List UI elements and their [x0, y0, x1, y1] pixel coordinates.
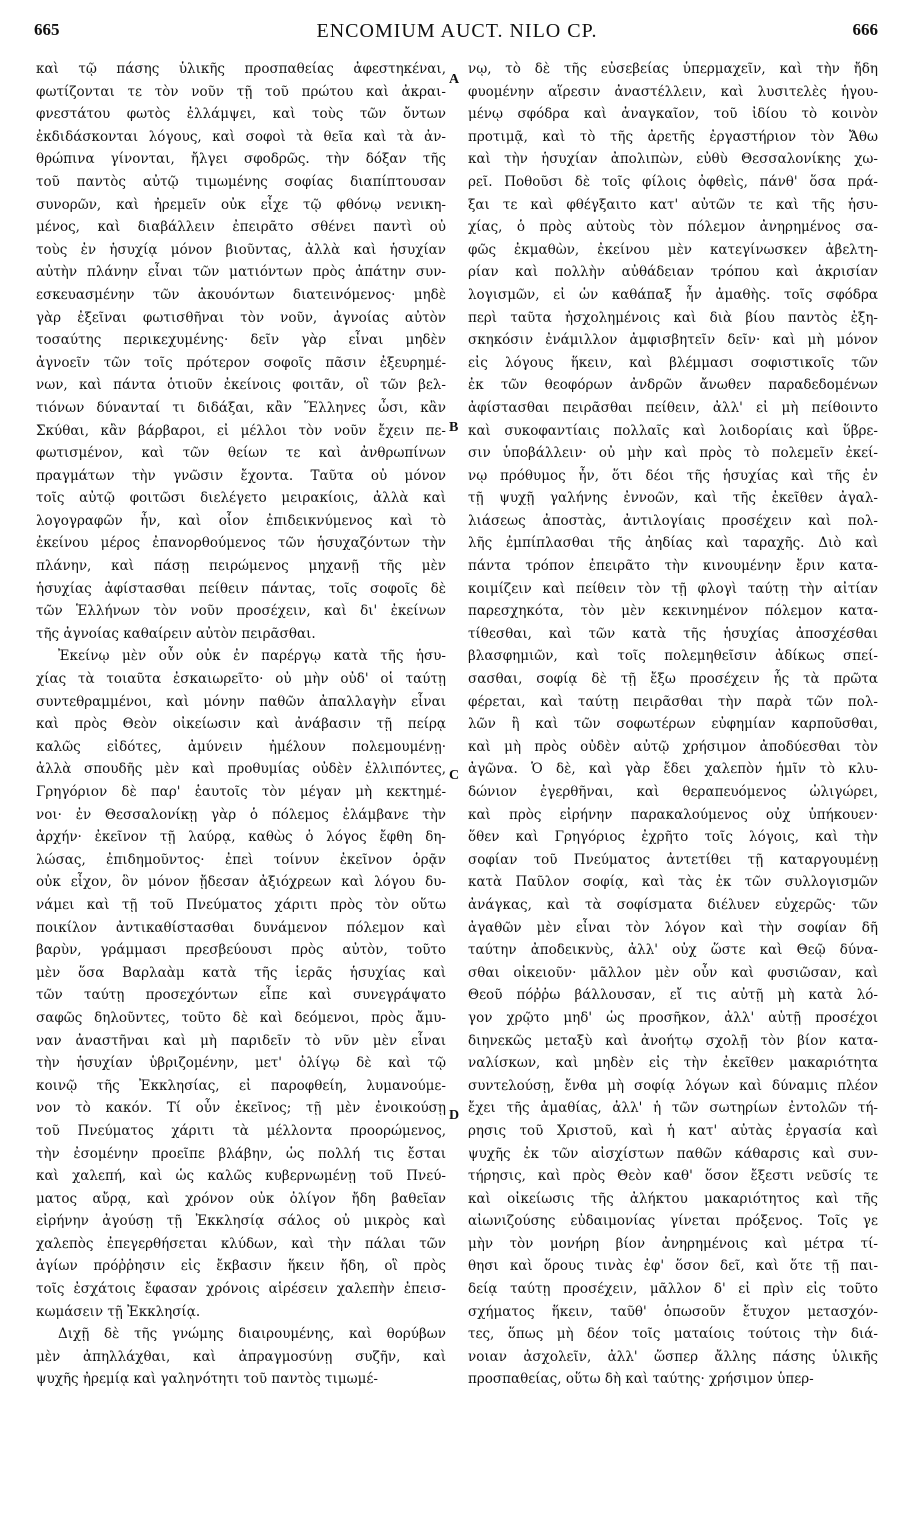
text-line: ναν ἀναστῆναι καὶ μὴ παριδεῖν τὸ νῦν μὲν εἶναι: [36, 1032, 446, 1049]
text-line: μὲν ὅσα Βαρλαὰμ κατὰ τῆς ἱερᾶς ἡσυχίας καὶ: [36, 964, 446, 981]
text-line: λῶν ἢ καὶ τῶν σοφωτέρων εὐφημίαν καρποῦσθαι,: [468, 716, 878, 733]
text-line: τιόνων δύνανταί τι διδάξαι, κἂν Ἕλληνες ὦσι, κἂν: [36, 399, 446, 416]
text-line: τὴν ἐσομένην προεῖπε βλάβην, ὡς πολλή τις ἔσται: [36, 1145, 446, 1162]
text-line: τῶν Ἑλλήνων τὸν νοῦν προσέχειν, καὶ δι' ἐκείνων: [36, 603, 446, 620]
text-line: καὶ τῷ πάσης ὑλικῆς προσπαθείας ἀφεστηκέναι,: [36, 61, 446, 77]
text-line: κωμάσειν τῇ Ἐκκλησίᾳ.: [36, 1303, 201, 1320]
text-line: φῶς ἐκμαθὼν, ἐκείνου μὲν κατεγίνωσκεν ἀβελτη-: [468, 241, 878, 258]
text-line: θρώπινα γίνονται, ἤλγει σφοδρῶς. τὴν δόξαν τῆς: [36, 151, 446, 168]
text-line: μένος, καὶ διαβάλλειν ἐπειρᾶτο σθένει παντὶ οὐ: [36, 219, 446, 236]
text-line: φωτισμένον, καὶ τῶν θείων τε καὶ ἀνθρωπίνων: [36, 445, 446, 462]
text-line: ἐκδιδάσκονται λόγους, καὶ σοφοὶ τὰ θεῖα καὶ τὰ ἀν-: [36, 128, 446, 145]
text-line: ταύτην ἀποδεικνὺς, ἀλλ' οὐχ ὥστε καὶ Θεῷ δύνα-: [468, 942, 878, 959]
text-line: σκηκόσιν ἐνάμιλλον ἀμφισβητεῖν δεῖν· καὶ μὴ μόνον: [468, 332, 878, 349]
text-line: νοι· ἐν Θεσσαλονίκῃ γὰρ ὁ πόλεμος ἐλάμβανε τὴν: [36, 806, 446, 823]
text-line: προτιμᾷ, καὶ τὸ τῆς ἀρετῆς ἐργαστήριον τὸν Ἄθω: [468, 128, 878, 145]
text-line: κοιμίζειν καὶ πείθειν τὸν τῇ φλογὶ ταύτῃ τὴν αἰτίαν: [468, 580, 878, 597]
text-line: βαρὺν, γράμμασι πρεσβεύουσι πρὸς αὐτὸν, τοῦτο: [36, 942, 446, 959]
text-line: πάντα τρόπον ἐπειρᾶτο τὴν κινουμένην ἔριν κατα-: [468, 558, 878, 575]
text-line: νάμει καὶ τῇ τοῦ Πνεύματος χάριτι πρὸς τὸν οὕτω: [36, 896, 446, 913]
text-line: βλασφημιῶν, καὶ τοῖς πολεμηθεῖσιν ἀδίκως σπεί-: [468, 648, 878, 665]
text-line: διηνεκῶς μεταξὺ καὶ ἀνοήτῳ σχολῇ τὸν βίον κατα-: [468, 1032, 878, 1049]
text-line: φνεστάτου φωτὸς ἐλλάμψει, καὶ τοὺς τῶν ὄντων: [36, 106, 446, 123]
text-line: θησι καὶ ὅρους τινὰς ἐφ' ὅσον δεῖ, καὶ ὅτε τῇ παι-: [468, 1258, 878, 1275]
text-line: σιν ὑποβάλλειν· οὐ μὴν καὶ πρὸς τὸ πολεμεῖν ἐκεί-: [468, 445, 878, 462]
text-line: νων, καὶ πάντα ὁτιοῦν ἐκείνοις φοιτᾶν, οἳ τῶν βελ-: [36, 377, 446, 394]
text-line: ἐκείνου μέρος ἐπανορθούμενος τῶν ἡσυχαζόντων τὴν: [36, 535, 446, 552]
text-line: πλάνην, καὶ πάσῃ πειρώμενος μηχανῇ τῆς μὲν: [36, 558, 446, 575]
text-line: ματος αὔρᾳ, καὶ χρόνον οὐκ ὀλίγον ἤδη βαθεῖαν: [36, 1190, 446, 1207]
margin-marker-a: A: [449, 72, 460, 87]
page-number-left: 665: [34, 20, 60, 39]
text-line: νῳ, τὸ δὲ τῆς εὐσεβείας ὑπερμαχεῖν, καὶ τὴν ἤδη: [468, 61, 878, 77]
text-line: οὐκ εἶχον, ὃν μόνον ᾔδεσαν ἀξιόχρεων καὶ λόγου δυ-: [36, 874, 446, 891]
text-line: καὶ πρὸς εἰρήνην παρακαλούμενος οὐχ ὑπήκουεν·: [468, 806, 878, 823]
text-line: τοῖς αὐτῷ φοιτῶσι διελέγετο μειρακίοις, ἀλλὰ καὶ: [36, 490, 446, 507]
text-line: τοὺς ἐν ἡσυχίᾳ μόνον βιοῦντας, ἀλλὰ καὶ ἡσυχίαν: [36, 241, 446, 258]
text-line: ρίαν καὶ πολλὴν αὐθάδειαν τρόπου καὶ ἀκρισίαν: [468, 264, 878, 281]
text-line: μὴν τὸν μονήρη βίον ἀνηρημένοις καὶ μέτρα τί-: [468, 1235, 878, 1252]
text-line: μένῳ σφόδρα καὶ ἀναγκαῖον, τοῦ ἰδίου τὸ κοινὸν: [468, 106, 878, 123]
text-line: ἐκ τῶν θεοφόρων ἀνδρῶν ἄνωθεν παραδεδομένων: [468, 377, 878, 394]
text-line: ψυχῆς ἠρεμίᾳ καὶ γαληνότητι τοῦ παντὸς τιμωμέ-: [36, 1371, 378, 1388]
text-line: καὶ τὴν ἡσυχίαν ἀπολιπὼν, εὐθὺ Θεσσαλονίκης χω-: [468, 151, 878, 168]
text-line: Ἐκείνῳ μὲν οὖν οὐκ ἐν παρέργῳ κατὰ τῆς ἡσυ-: [58, 648, 446, 665]
running-head: ENCOMIUM AUCT. NILO CP.: [316, 20, 598, 42]
text-line: συνορῶν, καὶ ἠρεμεῖν οὐκ εἶχε τῷ φθόνῳ νενικη-: [36, 196, 446, 213]
text-line: τὴν ἡσυχίαν ὑβριζομένην, μετ' ὀλίγῳ δὲ καὶ τῷ: [36, 1055, 446, 1072]
text-line: ποικίλον ἀντικαθίστασθαι δυνάμενον πόλεμον καὶ: [36, 919, 446, 936]
text-line: εἰς λόγους ἥκειν, καὶ βλέμμασι σοφιστικοῖς τῶν: [468, 354, 878, 371]
text-line: δώνιον ἐγερθῆναι, καὶ θεραπευόμενος ὠλιγώρει,: [468, 784, 878, 800]
text-line: ἀφίστασθαι πειρᾶσθαι πείθειν, ἀλλ' εἰ μὴ πείθοιντο: [468, 399, 878, 416]
text-line: τήρησις, καὶ πρὸς Θεὸν καθ' ὅσον ἔξεστι νεῦσίς τε: [468, 1168, 878, 1185]
left-text-column: [36, 58, 446, 1391]
text-line: ἀγαθῶν μὲν εἶναι τὸν λόγον καὶ τὴν σοφίαν δῆ: [468, 919, 878, 936]
text-line: καὶ οἰκείωσις τῆς ἀλήκτου μακαριότητος καὶ τῆς: [468, 1190, 878, 1207]
text-line: καὶ χαλεπή, καὶ ὡς καλῶς κυβερνωμένῃ τοῦ Πνεύ-: [36, 1168, 446, 1185]
text-line: καὶ συκοφαντίαις πολλαῖς καὶ λοιδορίαις καὶ ὕβρε-: [468, 422, 878, 439]
text-line: μὲν ἀπηλλάχθαι, καὶ ἀπραγμοσύνῃ συζῆν, καὶ: [36, 1348, 446, 1365]
text-line: νον τὸ κακόν. Τί οὖν ἐκεῖνος; τῇ μὲν ἐνοικούσῃ: [36, 1100, 446, 1117]
text-line: Διχῇ δὲ τῆς γνώμης διαιρουμένης, καὶ θορύβων: [58, 1326, 446, 1343]
page-number-right: 666: [852, 20, 878, 39]
text-line: γὰρ ἐξεῖναι φωτισθῆναι τὸν νοῦν, ἀγνοίας αὐτὸν: [36, 309, 446, 326]
text-line: σχήματος ἥκειν, ταῦθ' ὁπωσοῦν ἔτυχον μετασχόν-: [468, 1303, 878, 1320]
text-line: ἡσυχίας ἀφίστασθαι πείθειν πάντας, τοῖς σοφοῖς δὲ: [36, 580, 446, 597]
text-line: αἰωνιζούσης εὐδαιμονίας γίνεται πρόξενος. Τοῖς γε: [468, 1213, 878, 1230]
text-line: εἰρήνην ἀγούσῃ τῇ Ἐκκλησίᾳ σάλος οὐ μικρὸς καὶ: [36, 1213, 446, 1230]
text-line: τῆς ἀγνοίας καθαίρειν αὐτὸν πειρᾶσθαι.: [36, 625, 316, 642]
page-header: [0, 10, 914, 50]
text-line: πραγμάτων τὴν γνῶσιν ἔχοντα. Ταῦτα οὐ μόνον: [36, 467, 446, 484]
text-line: νῳ πρόθυμος ἦν, ὅτι δέοι τῆς ἡσυχίας καὶ τῆς ἐν: [468, 467, 878, 484]
text-line: ἁγίων πρόῤῥησιν εἰς ἔκβασιν ἥκειν ἤδη, οἳ πρὸς: [36, 1258, 446, 1275]
text-line: συντεθραμμένοι, καὶ μόνην παθῶν ἀπαλλαγὴν εἶναι: [36, 693, 446, 710]
text-line: τίθεσθαι, καὶ τῶν κατὰ τῆς ἡσυχίας ἀποσχέσθαι: [468, 625, 878, 642]
text-line: λογογραφῶν ἦν, καὶ οἷον ἐπιδεικνύμενος καὶ τὸ: [36, 512, 446, 529]
text-line: ἀγῶνα. Ὁ δὲ, καὶ γὰρ ἔδει χαλεπὸν ἡμῖν τὸ κλυ-: [468, 761, 878, 778]
text-line: τῶν ταύτῃ προσεχόντων εἶπε καὶ συνεγράψατο: [36, 987, 446, 1004]
text-line: ψυχῆς ἐκ τῶν αἰσχίστων παθῶν κάθαρσις καὶ συν-: [468, 1145, 878, 1162]
text-line: φυομένην αἵρεσιν ἀναστέλλειν, καὶ λυσιτελὲς ἡγου-: [468, 83, 878, 100]
text-line: συντελούσῃ, ἔνθα μὴ σοφίᾳ λόγων καὶ δύναμις πλέον: [468, 1077, 878, 1094]
text-line: ὅθεν καὶ Γρηγόριος ἐχρῆτο τοῖς λόγοις, καὶ τὴν: [468, 829, 878, 846]
text-line: ἀρχήν· ἐκεῖνον τῇ λαύρᾳ, καθὼς ὁ λόγος ἔφθη δη-: [36, 829, 446, 846]
text-line: λογισμῶν, εἰ ὡν καθάπαξ ἦν ἀμαθὴς. τοῖς σφόδρα: [468, 286, 878, 303]
text-line: Σκύθαι, κἂν βάρβαροι, εἰ μέλλοι τὸν νοῦν ἔχειν πε-: [36, 422, 446, 439]
text-line: ναλίσκων, καὶ μηδὲν εἰς τὴν ἐκεῖθεν μακαριότητα: [468, 1055, 878, 1072]
text-line: παρεσχηκότα, τὸν μὲν κεκινημένον πόλεμον κατα-: [468, 603, 878, 620]
text-line: τοῦ παντὸς αὐτῷ τιμωμένης σοφίας διαπίπτουσαν: [36, 173, 446, 190]
margin-marker-b: B: [449, 420, 459, 435]
text-line: λῆς ἐμπίπλασθαι τῆς ἀηδίας καὶ ταραχῆς. Διὸ καὶ: [468, 535, 878, 552]
text-line: καλῶς εἰδότες, ἀμύνειν ἠμέλουν πολεμουμένῃ·: [36, 738, 446, 755]
text-line: ρεῖ. Ποθοῦσι δὲ τοῖς φίλοις ὀφθεὶς, πάνθ' ὅσα πρά-: [468, 173, 878, 190]
text-line: αὐτὴν πλάνην εἶναι τῶν ματιόντων πρὸς ἀπάτην συν-: [36, 264, 446, 281]
text-line: τοῦ Πνεύματος χάριτι τὰ μέλλοντα προορώμενος,: [36, 1122, 446, 1139]
text-line: ἔχει τῆς ἀμαθίας, ἀλλ' ἡ τῶν σωτηρίων ἐντολῶν τή-: [468, 1100, 878, 1117]
text-line: δείᾳ ταύτῃ προσέχειν, μᾶλλον δ' εἰ πρὶν εἰς τοῦτο: [468, 1281, 878, 1298]
text-line: ἀνάγκας, καὶ τὰ σοφίσματα διέλυεν εὐχερῶς· τῶν: [468, 896, 878, 913]
text-line: Γρηγόριον δὲ παρ' ἑαυτοῖς τὸν μέγαν μὴ κεκτημέ-: [36, 784, 446, 800]
right-text-column: [468, 58, 878, 1391]
text-line: φέρεται, καὶ ταύτῃ πειρᾶσθαι τὴν παρὰ τῶν πολ-: [468, 693, 878, 710]
text-line: ρησις τοῦ Χριστοῦ, καὶ ἡ κατ' αὐτὰς ἐργασία καὶ: [468, 1122, 878, 1139]
text-line: τες, ὅπως μὴ δέον τοῖς ματαίοις τούτοις τὴν διά-: [468, 1326, 878, 1343]
text-line: κοινῷ τῆς Ἐκκλησίας, εἰ παροφθείη, λυμανούμε-: [36, 1077, 446, 1094]
text-line: φωτίζονται τε τὸν νοῦν τῇ τοῦ πρώτου καὶ ἀκραι-: [36, 83, 446, 100]
text-line: σασθαι, σοφίᾳ δὲ τῇ ἔξω προσέχειν ἧς τὰ πρῶτα: [468, 671, 878, 688]
text-line: καὶ μὴ πρὸς οὐδὲν αὐτῷ χρήσιμον ἀποδύεσθαι τὸν: [468, 738, 878, 755]
text-line: Θεοῦ πόῤῥω βάλλουσαν, εἴ τις αὐτῇ μὴ κατὰ λό-: [468, 987, 878, 1004]
text-line: λιάσεως ἀποστὰς, ἀντιλογίαις προσέχειν καὶ πολ-: [468, 512, 878, 529]
text-line: χαλεπὸς ἐπεγερθήσεται κλύδων, καὶ τὴν πάλαι τῶν: [36, 1235, 446, 1252]
text-line: ἀγνοεῖν τῶν τοῖς πρότερον σοφοῖς πᾶσιν ἐξευρημέ-: [36, 354, 446, 371]
text-line: σθαι οἰκειοῦν· μᾶλλον μὲν οὖν καὶ φυσιῶσαν, καὶ: [468, 964, 878, 981]
text-line: καὶ πρὸς Θεὸν οἰκείωσιν καὶ ἀνάβασιν τῇ πείρᾳ: [36, 716, 446, 733]
text-line: ξαι τε καὶ φθέγξαιτο κατ' αὐτῶν τε καὶ τῆς ἡσυ-: [468, 196, 878, 213]
text-line: σοφίαν τοῦ Πνεύματος ἀντετίθει τῇ καταργουμένῃ: [468, 851, 878, 868]
margin-marker-c: C: [449, 768, 460, 783]
text-line: τοσαύτης περικεχυμένης· δεῖν γὰρ εἶναι μηδὲν: [36, 332, 446, 349]
text-line: χίας, ὁ πρὸς αὐτοὺς τὸν πόλεμον ἀνηρημένος σα-: [468, 219, 878, 236]
text-line: γον χρῷτο μηδ' ὡς προσῆκον, ἀλλ' αὐτῇ προσέχοι: [468, 1009, 878, 1026]
text-line: τῇ ψυχῇ γαλήνης ἐννοῶν, καὶ τῆς ἐκεῖθεν ἀγαλ-: [468, 490, 878, 507]
text-line: κατὰ Παῦλον σοφίᾳ, καὶ τὰς ἐκ τῶν συλλογισμῶν: [468, 874, 878, 891]
text-line: χίας τὰ τοιαῦτα ἐσκαιωρεῖτο· οὐ μὴν οὐδ' οἱ ταύτῃ: [36, 671, 446, 688]
text-line: λώσας, ἐπιδημοῦντος· ἐπεὶ τοίνυν ἐκεῖνον ὁρᾷν: [36, 851, 446, 868]
margin-marker-d: D: [449, 1108, 460, 1123]
text-line: νοιαν ἀσχολεῖν, ἀλλ' ὥσπερ ἄλλης πάσης ὑλικῆς: [468, 1348, 878, 1365]
text-line: σαφῶς δηλοῦντες, τοῦτο δὲ καὶ δεόμενοι, πρὸς ἄμυ-: [36, 1009, 446, 1026]
text-line: προσπαθείας, οὕτω δὴ καὶ ταύτης· χρήσιμον ὑπερ-: [468, 1371, 814, 1388]
text-line: περὶ ταῦτα ἠσχολημένοις καὶ διὰ βίου παντὸς ἐξη-: [468, 309, 878, 326]
text-line: εσκευασμένην τῶν ἀκουόντων διατεινόμενος· μηδὲ: [36, 286, 446, 303]
text-line: ἀλλὰ σπουδῆς μὲν καὶ προθυμίας οὐδὲν ἐλλιπόντες,: [36, 761, 446, 778]
text-line: τοῖς ἐσχάτοις ἔφασαν χρόνοις αἱρέσειν χαλεπὴν ἐπεισ-: [36, 1281, 446, 1298]
